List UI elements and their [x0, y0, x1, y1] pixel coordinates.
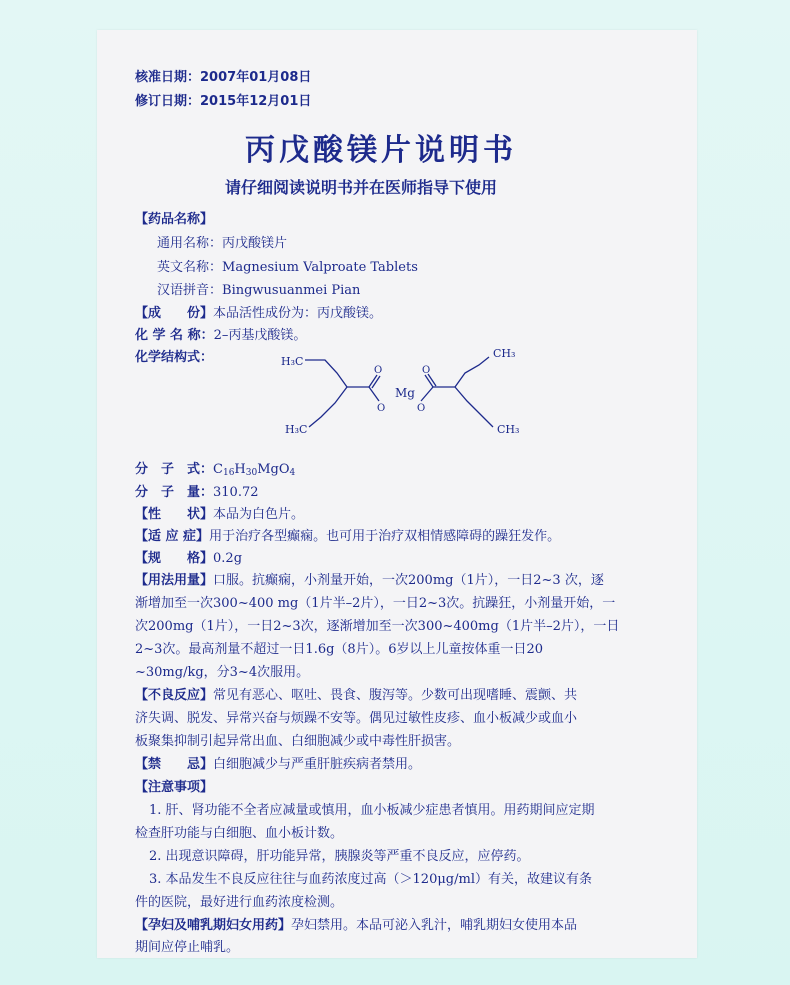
precautions-line-3: 2. 出现意识障碍，肝功能异常，胰腺炎等严重不良反应，应停药。	[149, 849, 530, 864]
pregnancy-line-1	[135, 918, 577, 934]
structure-label: 化学结构式：	[135, 350, 214, 365]
indications-text: 用于治疗各型癫痫。也可用于治疗双相情感障碍的躁狂发作。	[209, 529, 561, 544]
revision-date: 2015年12月01日	[200, 94, 312, 109]
dosage-line-5: ~30mg/kg，分3~4次服用。	[135, 665, 310, 680]
approval-date-line	[135, 70, 311, 86]
structure-bond-right-co-a	[425, 375, 433, 387]
dosage-text-1: 口服。抗癫痫，小剂量开始，一次200mg（1片），一日2~3 次，逐	[213, 573, 604, 588]
generic-name: 丙戊酸镁片	[222, 236, 288, 251]
precautions-line-1: 1. 肝、肾功能不全者应减量或慎用，血小板减少症患者慎用。用药期间应定期	[149, 803, 595, 818]
composition-heading: 【成 份】	[135, 306, 214, 321]
precautions-heading: 【注意事项】	[135, 780, 214, 795]
molecular-formula-line	[135, 462, 295, 481]
structure-ch3-bottom: CH₃	[497, 423, 520, 436]
pregnancy-heading: 【孕妇及哺乳期妇女用药】	[135, 918, 292, 933]
structure-bond-left-bottom	[309, 387, 347, 427]
precautions-line-4: 3. 本品发生不良反应往往与血药浓度过高（＞120μg/ml）有关，故建议有条	[149, 872, 592, 887]
adverse-line-1	[135, 688, 577, 704]
composition-text: 本品活性成份为：丙戊酸镁。	[213, 306, 383, 321]
structure-bond-left-top	[305, 360, 347, 387]
structure-bond-left-co-b	[372, 376, 380, 388]
document-title: 丙戊酸镁片说明书	[245, 133, 517, 168]
formula-o-count: 4	[289, 468, 296, 478]
structure-bond-right-bottom	[455, 387, 493, 427]
structure-oxygen-2: O	[377, 403, 386, 414]
adverse-line-2: 济失调、脱发、异常兴奋与烦躁不安等。偶见过敏性皮疹、血小板减少或血小	[135, 711, 578, 726]
adverse-heading: 【不良反应】	[135, 688, 214, 703]
chemical-structure-diagram	[267, 335, 557, 450]
adverse-line-3: 板聚集抑制引起异常出血、白细胞减少或中毒性肝损害。	[135, 734, 461, 749]
molecular-formula	[213, 462, 295, 477]
formula-h-count: 30	[245, 468, 258, 478]
molecular-formula-label: 分 子 式：	[135, 462, 214, 477]
structure-bond-left-co-single	[369, 387, 379, 401]
revision-date-label: 修订日期：	[135, 94, 201, 109]
pregnancy-text-1: 孕妇禁用。本品可泌入乳汁，哺乳期妇女使用本品	[291, 918, 578, 933]
structure-ch3-top: CH₃	[493, 347, 516, 360]
approval-date-label: 核准日期：	[135, 70, 201, 85]
spec-text: 0.2g	[213, 551, 243, 566]
pinyin-name: Bingwusuanmei Pian	[222, 283, 361, 298]
structure-oxygen-3: O	[417, 403, 426, 414]
document-subtitle: 请仔细阅读说明书并在医师指导下使用	[225, 178, 498, 197]
pinyin-name-line	[157, 283, 360, 299]
revision-date-line	[135, 94, 311, 110]
character-text: 本品为白色片。	[213, 507, 305, 522]
structure-oxygen-1: O	[374, 365, 383, 376]
contraindications-line	[135, 757, 421, 773]
structure-magnesium: Mg	[395, 386, 415, 400]
chemical-name-label: 化 学 名 称：	[135, 328, 214, 343]
pregnancy-line-2: 期间应停止哺乳。	[135, 940, 240, 955]
formula-c-count: 16	[222, 468, 235, 478]
package-insert-sheet	[97, 30, 697, 958]
contraindications-text: 白细胞减少与严重肝脏疾病者禁用。	[213, 757, 422, 772]
approval-date: 2007年01月08日	[200, 70, 312, 85]
indications-line	[135, 529, 560, 545]
structure-h3c-top: H₃C	[281, 355, 304, 368]
english-name-line	[157, 260, 418, 276]
composition-line	[135, 306, 382, 322]
molecular-weight: 310.72	[213, 485, 259, 500]
english-name-label: 英文名称：	[157, 260, 223, 275]
dosage-line-4: 2~3次。最高剂量不超过一日1.6g（8片）。6岁以上儿童按体重一日20	[135, 642, 544, 657]
structure-bond-right-co-single	[421, 387, 433, 401]
structure-bond-right-top	[455, 357, 489, 387]
structure-oxygen-4: O	[422, 365, 431, 376]
formula-mgo: MgO	[257, 462, 290, 477]
formula-c: C	[213, 462, 223, 477]
molecular-weight-label: 分 子 量：	[135, 485, 214, 500]
structure-bond-left-co-a	[369, 375, 377, 387]
indications-heading: 【适 应 症】	[135, 529, 210, 544]
drug-name-heading: 【药品名称】	[135, 212, 214, 227]
adverse-text-1: 常见有恶心、呕吐、畏食、腹泻等。少数可出现嗜睡、震颤、共	[213, 688, 578, 703]
spec-line	[135, 551, 242, 567]
generic-name-line	[157, 236, 287, 252]
dosage-line-1	[135, 573, 604, 589]
english-name: Magnesium Valproate Tablets	[222, 260, 418, 275]
precautions-line-5: 件的医院，最好进行血药浓度检测。	[135, 895, 344, 910]
structure-h3c-bottom: H₃C	[285, 423, 308, 436]
character-heading: 【性 状】	[135, 507, 214, 522]
dosage-heading: 【用法用量】	[135, 573, 214, 588]
generic-name-label: 通用名称：	[157, 236, 223, 251]
dosage-line-3: 次200mg（1片），一日2~3次，逐渐增加至一次300~400mg（1片半–2片），一日	[135, 619, 620, 634]
dosage-line-2: 渐增加至一次300~400 mg（1片半–2片），一日2~3次。抗躁狂，小剂量开始，一	[135, 596, 616, 611]
spec-heading: 【规 格】	[135, 551, 214, 566]
formula-h: H	[234, 462, 246, 477]
molecular-weight-line	[135, 485, 259, 501]
character-line	[135, 507, 304, 523]
pinyin-name-label: 汉语拼音：	[157, 283, 223, 298]
chemical-name-text: 2–丙基戊酸镁。	[213, 328, 307, 343]
precautions-line-2: 检查肝功能与白细胞、血小板计数。	[135, 826, 344, 841]
contraindications-heading: 【禁 忌】	[135, 757, 214, 772]
